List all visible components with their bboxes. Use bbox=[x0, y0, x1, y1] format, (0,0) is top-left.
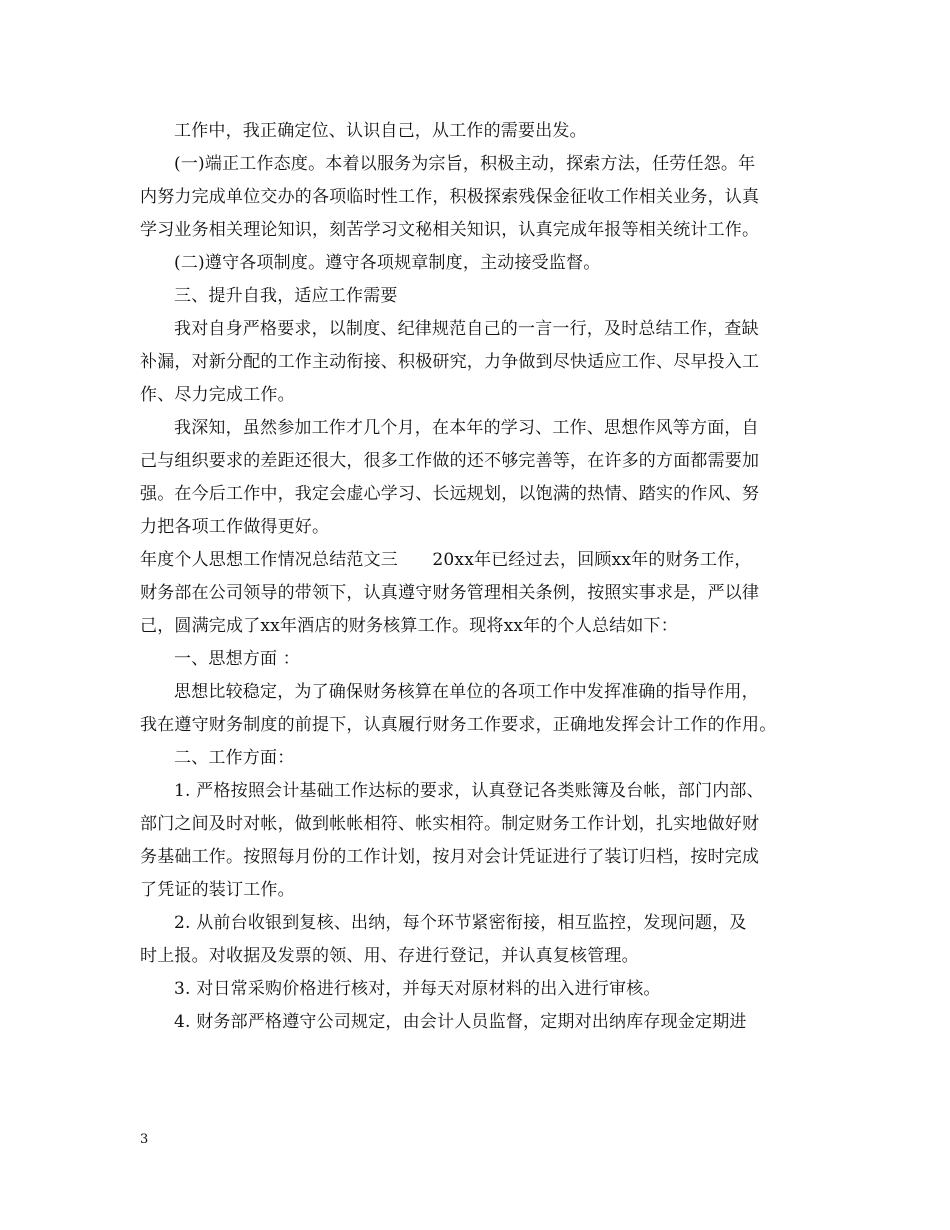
text-line: (一)端正工作态度。本着以服务为宗旨，积极主动，探索方法，任劳任怨。年 bbox=[174, 154, 756, 174]
section-heading: 二、工作方面： bbox=[174, 748, 295, 768]
text-line: 我在遵守财务制度的前提下，认真履行财务工作要求，正确地发挥会计工作的作用。 bbox=[140, 715, 777, 735]
text-line: 强。在今后工作中，我定会虚心学习、长远规划，以饱满的热情、踏实的作风、努 bbox=[140, 484, 760, 504]
text-line: 3. 对日常采购价格进行核对，并每天对原材料的出入进行审核。 bbox=[174, 979, 661, 999]
text-line: 我深知，虽然参加工作才几个月，在本年的学习、工作、思想作风等方面，自 bbox=[174, 418, 759, 438]
text-line: 力把各项工作做得更好。 bbox=[140, 517, 330, 537]
text-line: 己，圆满完成了xx年酒店的财务核算工作。现将xx年的个人总结如下： bbox=[140, 616, 678, 636]
section-heading: 一、思想方面 ： bbox=[174, 649, 301, 669]
text-line: 我对自身严格要求，以制度、纪律规范自己的一言一行，及时总结工作，查缺 bbox=[174, 319, 759, 339]
text-line: 作、尽力完成工作。 bbox=[140, 385, 295, 405]
text-line: 了凭证的装订工作。 bbox=[140, 880, 295, 900]
text-line: 己与组织要求的差距还很大，很多工作做的还不够完善等，在许多的方面都需要加 bbox=[140, 451, 760, 471]
text-line: 思想比较稳定，为了确保财务核算在单位的各项工作中发挥准确的指导作用， bbox=[174, 682, 759, 702]
text-line: 务基础工作。按照每月份的工作计划，按月对会计凭证进行了装订归档，按时完成 bbox=[140, 847, 760, 867]
text-line: 2. 从前台收银到复核、出纳，每个环节紧密衔接，相互监控，发现问题，及 bbox=[174, 913, 747, 933]
text-line: 内努力完成单位交办的各项临时性工作，积极探索残保金征收工作相关业务，认真 bbox=[140, 187, 760, 207]
document-body bbox=[140, 115, 820, 1039]
text-line: 财务部在公司领导的带领下，认真遵守财务管理相关条例，按照实事求是，严以律 bbox=[140, 583, 760, 603]
text-line: 1. 严格按照会计基础工作达标的要求，认真登记各类账簿及台帐，部门内部、 bbox=[174, 781, 764, 801]
section-heading: 三、提升自我，适应工作需要 bbox=[174, 286, 398, 306]
text-line: 年度个人思想工作情况总结范文三 20xx年已经过去，回顾xx年的财务工作， bbox=[140, 550, 752, 570]
text-line: 4. 财务部严格遵守公司规定，由会计人员监督，定期对出纳库存现金定期进 bbox=[174, 1012, 747, 1032]
text-line: (二)遵守各项制度。遵守各项规章制度，主动接受监督。 bbox=[174, 253, 601, 273]
page-number: 3 bbox=[140, 1132, 149, 1147]
text-line: 补漏，对新分配的工作主动衔接、积极研究，力争做到尽快适应工作、尽早投入工 bbox=[140, 352, 760, 372]
text-line: 学习业务相关理论知识，刻苦学习文秘相关知识，认真完成年报等相关统计工作。 bbox=[140, 220, 760, 240]
text-line: 部门之间及时对帐，做到帐帐相符、帐实相符。制定财务工作计划，扎实地做好财 bbox=[140, 814, 760, 834]
text-line: 工作中，我正确定位、认识自己，从工作的需要出发。 bbox=[174, 121, 587, 141]
text-line: 时上报。对收据及发票的领、用、存进行登记，并认真复核管理。 bbox=[140, 946, 639, 966]
